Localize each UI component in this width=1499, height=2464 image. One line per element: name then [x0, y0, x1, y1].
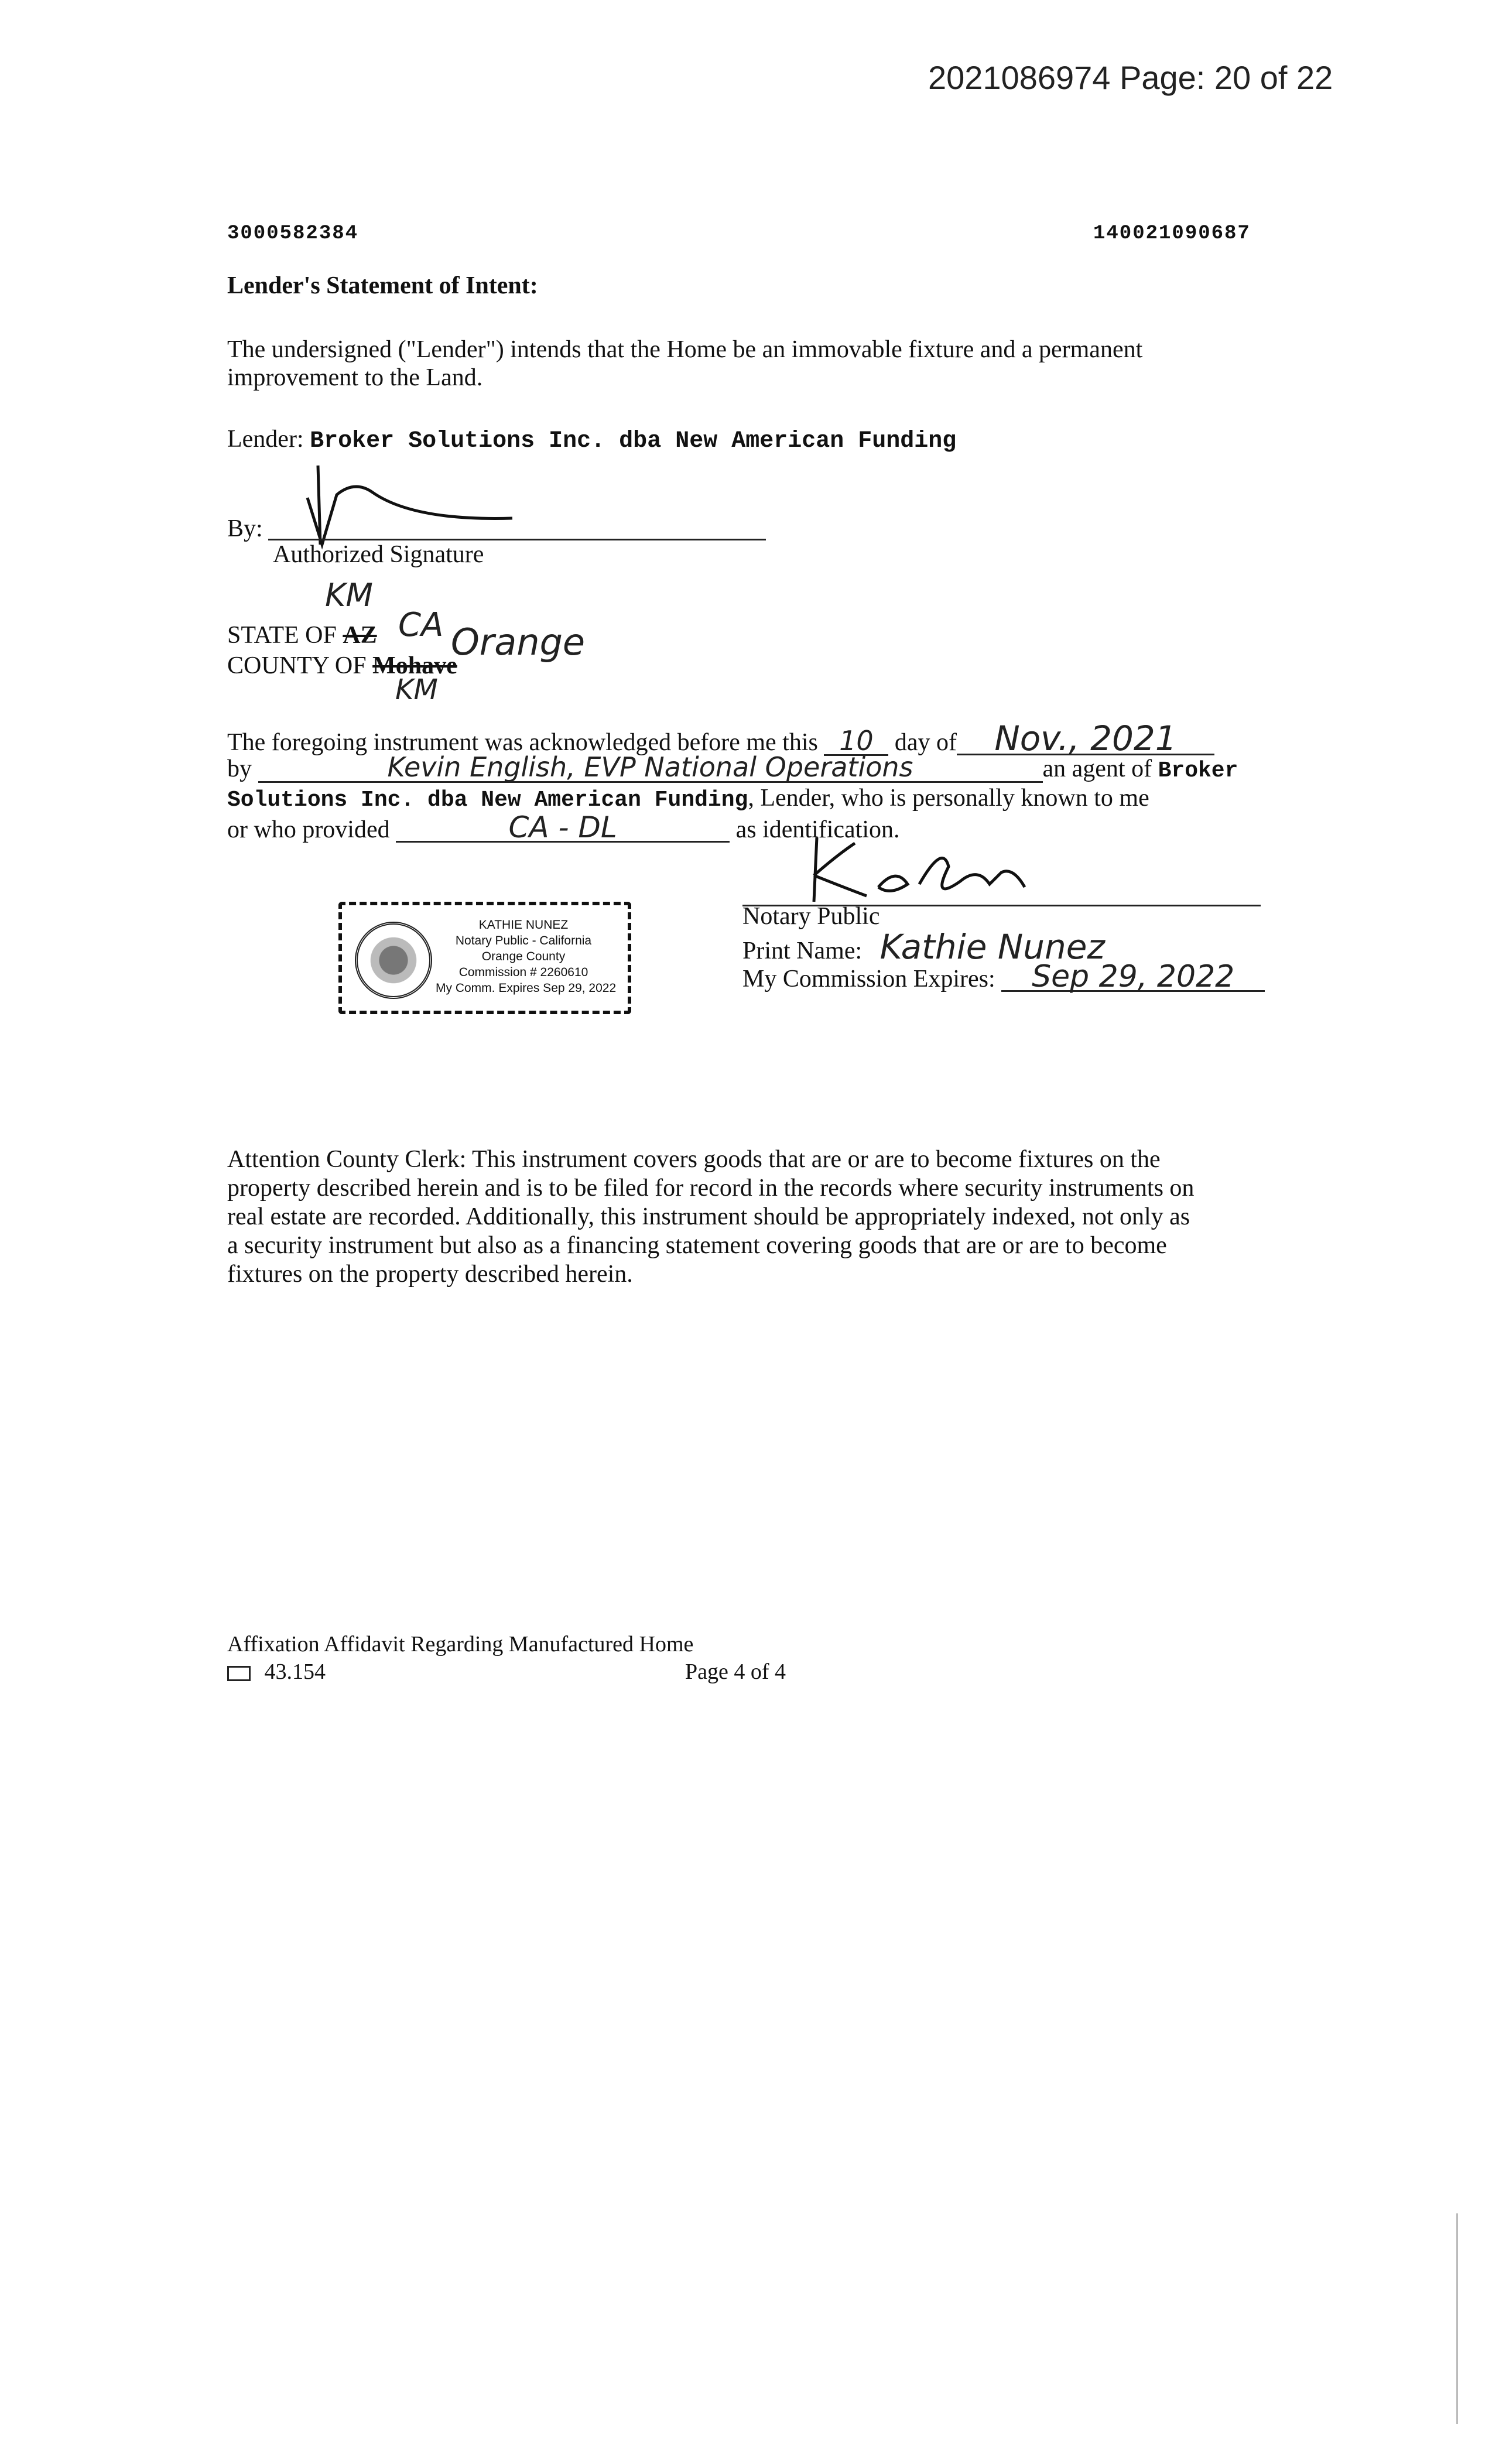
intent-line-1: The undersigned ("Lender") intends that the Home be an immovable fixture and a permanent [227, 336, 1143, 363]
ack-by-label: by [227, 755, 252, 782]
stamp-line-2: Notary Public - California [455, 934, 592, 947]
county-handwritten: Orange [451, 621, 586, 663]
ack-month-year: Nov., 2021 [957, 723, 1214, 755]
authorized-signature-image [266, 463, 524, 550]
ack-identification: CA - DL [396, 814, 730, 843]
ack-identification-suffix: as identification. [735, 816, 900, 843]
notary-signature-image [790, 831, 1036, 908]
ack-day-of: day of [894, 729, 957, 756]
notary-stamp [338, 902, 631, 1014]
stamp-name: KATHIE NUNEZ [478, 918, 569, 932]
ack-by-name: Kevin English, EVP National Operations [258, 753, 1043, 783]
loan-number-left: 3000582384 [227, 223, 359, 245]
ack-suffix: , Lender, who is personally known to me [748, 785, 1149, 812]
attention-line-3: real estate are recorded. Additionally, this instrument should be appropriately indexed, not only as [227, 1203, 1190, 1230]
attention-line-1: Attention County Clerk: This instrument covers goods that are or are to become fixtures on the [227, 1146, 1161, 1173]
footer-form-code: 43.154 [264, 1659, 326, 1684]
ack-prefix: The foregoing instrument was acknowledged before me this [227, 729, 818, 756]
by-label: By: [227, 515, 263, 542]
section-title: Lender's Statement of Intent: [227, 272, 538, 299]
initials-bottom: KM [395, 673, 438, 706]
state-handwritten: CA [398, 606, 444, 644]
attention-line-5: fixtures on the property described herein. [227, 1261, 633, 1288]
notary-commission-line [742, 959, 1265, 994]
notary-stamp-text [436, 917, 617, 996]
footer-page-number: Page 4 of 4 [685, 1659, 786, 1684]
state-line [227, 621, 377, 650]
intent-line-2: improvement to the Land. [227, 364, 483, 391]
attention-line-4: a security instrument but also as a financing statement covering goods that are or are to become [227, 1232, 1167, 1259]
ack-line-2 [227, 753, 1238, 786]
state-label: STATE OF [227, 622, 337, 649]
stamp-line-3: Orange County [481, 950, 566, 963]
ack-company-part2: Solutions Inc. dba New American Funding [227, 788, 748, 813]
notary-print-name-label: Print Name: [742, 937, 863, 964]
scan-edge-mark [1456, 2213, 1458, 2424]
notary-commission-expires: Sep 29, 2022 [1001, 963, 1265, 992]
lender-name: Broker Solutions Inc. dba New American Funding [310, 428, 957, 454]
footer-form-code-line [227, 1657, 326, 1686]
ack-company-part1: Broker [1158, 758, 1238, 783]
stamp-line-4: Commission # 2260610 [458, 966, 588, 979]
initials-top: KM [325, 577, 374, 614]
ack-line-3 [227, 783, 1149, 815]
state-seal-icon [355, 922, 432, 999]
ack-provided-prefix: or who provided [227, 816, 390, 843]
attention-line-2: property described herein and is to be filed for record in the records where security instruments on [227, 1175, 1195, 1202]
ack-agent-of: an agent of [1042, 755, 1152, 782]
lender-prefix: Lender: [227, 426, 304, 453]
county-struck: Mohave [372, 652, 457, 679]
footer-form-title: Affixation Affidavit Regarding Manufactured Home [227, 1632, 694, 1657]
notary-commission-label: My Commission Expires: [742, 966, 995, 993]
stamp-line-5: My Comm. Expires Sep 29, 2022 [436, 981, 617, 995]
notary-print-name: Kathie Nunez [879, 927, 1105, 967]
form-logo-icon [227, 1666, 251, 1681]
recording-header: 2021086974 Page: 20 of 22 [928, 59, 1333, 96]
state-struck: AZ [343, 622, 377, 649]
county-label: COUNTY OF [227, 652, 367, 679]
notary-title: Notary Public [742, 903, 880, 930]
lender-line [227, 425, 956, 456]
signature-caption: Authorized Signature [273, 541, 484, 568]
ack-day: 10 [824, 727, 888, 756]
loan-number-right: 140021090687 [1093, 223, 1251, 245]
